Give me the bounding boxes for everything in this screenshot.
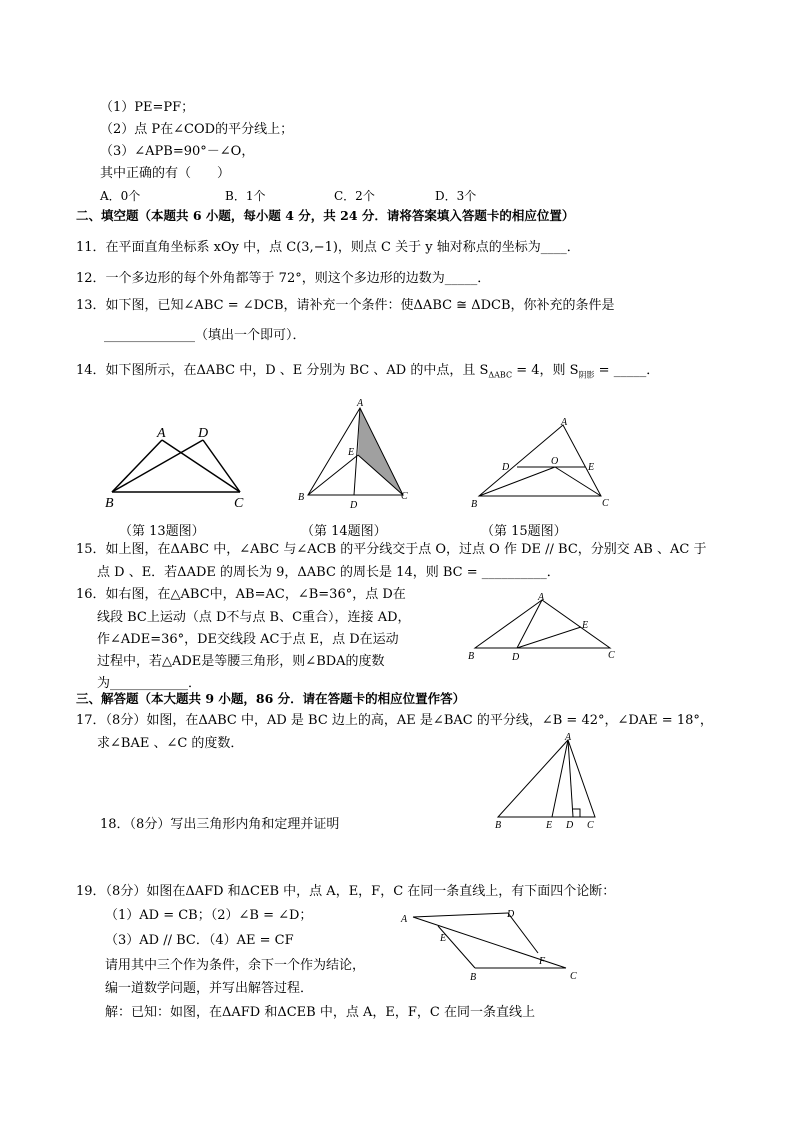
label-d: D — [350, 500, 358, 511]
question-16-line1: 16．如右图，在△ABC中，AB=AC，∠B=36°，点 D在 — [76, 587, 406, 602]
question-17-line2: 求∠BAE 、∠C 的度数． — [97, 736, 244, 751]
q14-subscript-shaded: 阴影 — [578, 370, 595, 380]
label-d: D — [566, 820, 574, 831]
question-11: 11．在平面直角坐标系 xOy 中，点 C(3,−1)，则点 C 关于 y 轴对称点的坐标为____． — [76, 240, 580, 255]
label-d: D — [512, 652, 520, 663]
label-c: C — [401, 491, 408, 502]
question-17-line1: 17．（8分）如图，在ΔABC 中，AD 是 BC 边上的高，AE 是∠BAC 的平分线，∠B = 42°，∠DAE = 18°， — [76, 713, 713, 728]
statement-1: （1）PE=PF； — [100, 100, 195, 115]
label-e: E — [348, 447, 355, 458]
label-d: D — [507, 909, 515, 920]
option-a: A．0个 — [100, 189, 141, 203]
figure-17 — [488, 730, 608, 832]
question-prompt: 其中正确的有（ ） — [100, 166, 231, 181]
label-a: A — [157, 426, 166, 441]
question-12: 12．一个多边形的每个外角都等于 72°，则这个多边形的边数为_____． — [76, 271, 491, 286]
question-16-line2: 线段 BC上运动（点 D不与点 B、C重合），连接 AD， — [97, 610, 411, 625]
question-19-line6: 解：已知：如图，在ΔAFD 和ΔCEB 中，点 A，E，F，C 在同一条直线上 — [105, 1005, 535, 1020]
label-d: D — [502, 462, 510, 473]
question-16-line3: 作∠ADE=36°，DE交线段 AC于点 E，点 D在运动 — [97, 632, 399, 647]
option-d: D．3个 — [435, 189, 477, 203]
label-a: A — [357, 398, 364, 409]
figure-15 — [465, 413, 615, 513]
caption-figure-15: （第 15题图） — [481, 524, 567, 539]
q14-text-end: = _____． — [594, 363, 660, 378]
question-16-line4: 过程中，若△ADE是等腰三角形，则∠BDA的度数 — [97, 654, 385, 669]
question-19-line2: （1）AD = CB；（2）∠B = ∠D； — [105, 908, 313, 923]
question-19-line4: 请用其中三个作为条件，余下一个作为结论， — [105, 958, 366, 973]
question-18: 18．（8分）写出三角形内角和定理并证明 — [100, 817, 340, 832]
figure-14 — [290, 395, 420, 515]
label-b: B — [470, 972, 477, 983]
question-14 — [76, 362, 659, 385]
question-15-line1: 15．如上图，在ΔABC 中，∠ABC 与∠ACB 的平分线交于点 O，过点 O 作 DE // BC，分别交 AB 、AC 于 — [76, 542, 707, 557]
figure-19 — [398, 903, 588, 985]
label-c: C — [602, 498, 609, 509]
label-b: B — [298, 492, 305, 503]
q14-text-mid: = 4，则 S — [512, 363, 579, 378]
label-d: D — [198, 426, 209, 441]
label-c: C — [587, 820, 594, 831]
section-heading-answer: 三、解答题（本大题共 9 小题，86 分．请在答题卡的相应位置作答） — [76, 691, 466, 706]
statement-2: （2）点 P在∠COD的平分线上； — [100, 122, 294, 137]
q14-subscript-abc: ΔABC — [488, 370, 513, 380]
label-a: A — [538, 592, 545, 603]
label-c: C — [608, 650, 615, 661]
option-b: B．1个 — [225, 189, 266, 203]
question-15-line2: 点 D 、E．若ΔADE 的周长为 9，ΔABC 的周长是 14，则 BC = __________． — [97, 565, 560, 580]
question-19-line3: （3）AD // BC．（4）AE = CF — [105, 933, 294, 948]
label-c: C — [234, 496, 244, 511]
section-heading-fill-in: 二、填空题（本题共 6 小题，每小题 4 分，共 24 分．请将答案填入答题卡的相应位置） — [76, 208, 575, 223]
label-e: E — [588, 462, 595, 473]
label-a: A — [561, 417, 568, 428]
label-c: C — [570, 971, 577, 982]
label-a: A — [401, 914, 408, 925]
label-o: O — [551, 456, 559, 467]
label-b: B — [471, 499, 478, 510]
option-c: C．2个 — [334, 189, 375, 203]
label-e: E — [582, 620, 589, 631]
figure-16 — [460, 588, 625, 666]
label-a: A — [565, 732, 572, 743]
question-19-line5: 编一道数学问题，并写出解答过程． — [105, 981, 314, 996]
label-b: B — [105, 496, 114, 511]
label-e: E — [440, 933, 447, 944]
question-13-line2: ______________（填出一个即可）． — [104, 328, 306, 343]
q14-text: 14．如下图所示，在ΔABC 中，D 、E 分别为 BC 、AD 的中点，且 S — [76, 363, 489, 378]
label-e: E — [546, 820, 553, 831]
question-13-line1: 13．如下图，已知∠ABC = ∠DCB，请补充一个条件：使ΔABC ≅ ΔDCB，你补充的条件是 — [76, 298, 615, 313]
figure-13 — [100, 420, 260, 515]
caption-figure-13: （第 13题图） — [119, 524, 205, 539]
label-f: F — [539, 956, 546, 967]
statement-3: （3）∠APB=90°－∠O， — [100, 144, 255, 159]
question-16-line5: 为____________． — [97, 676, 202, 691]
label-b: B — [468, 651, 475, 662]
label-b: B — [495, 820, 502, 831]
caption-figure-14: （第 14题图） — [301, 524, 387, 539]
question-19-line1: 19．（8分）如图在ΔAFD 和ΔCEB 中，点 A，E，F，C 在同一条直线上，有下面四个论断： — [76, 884, 616, 899]
